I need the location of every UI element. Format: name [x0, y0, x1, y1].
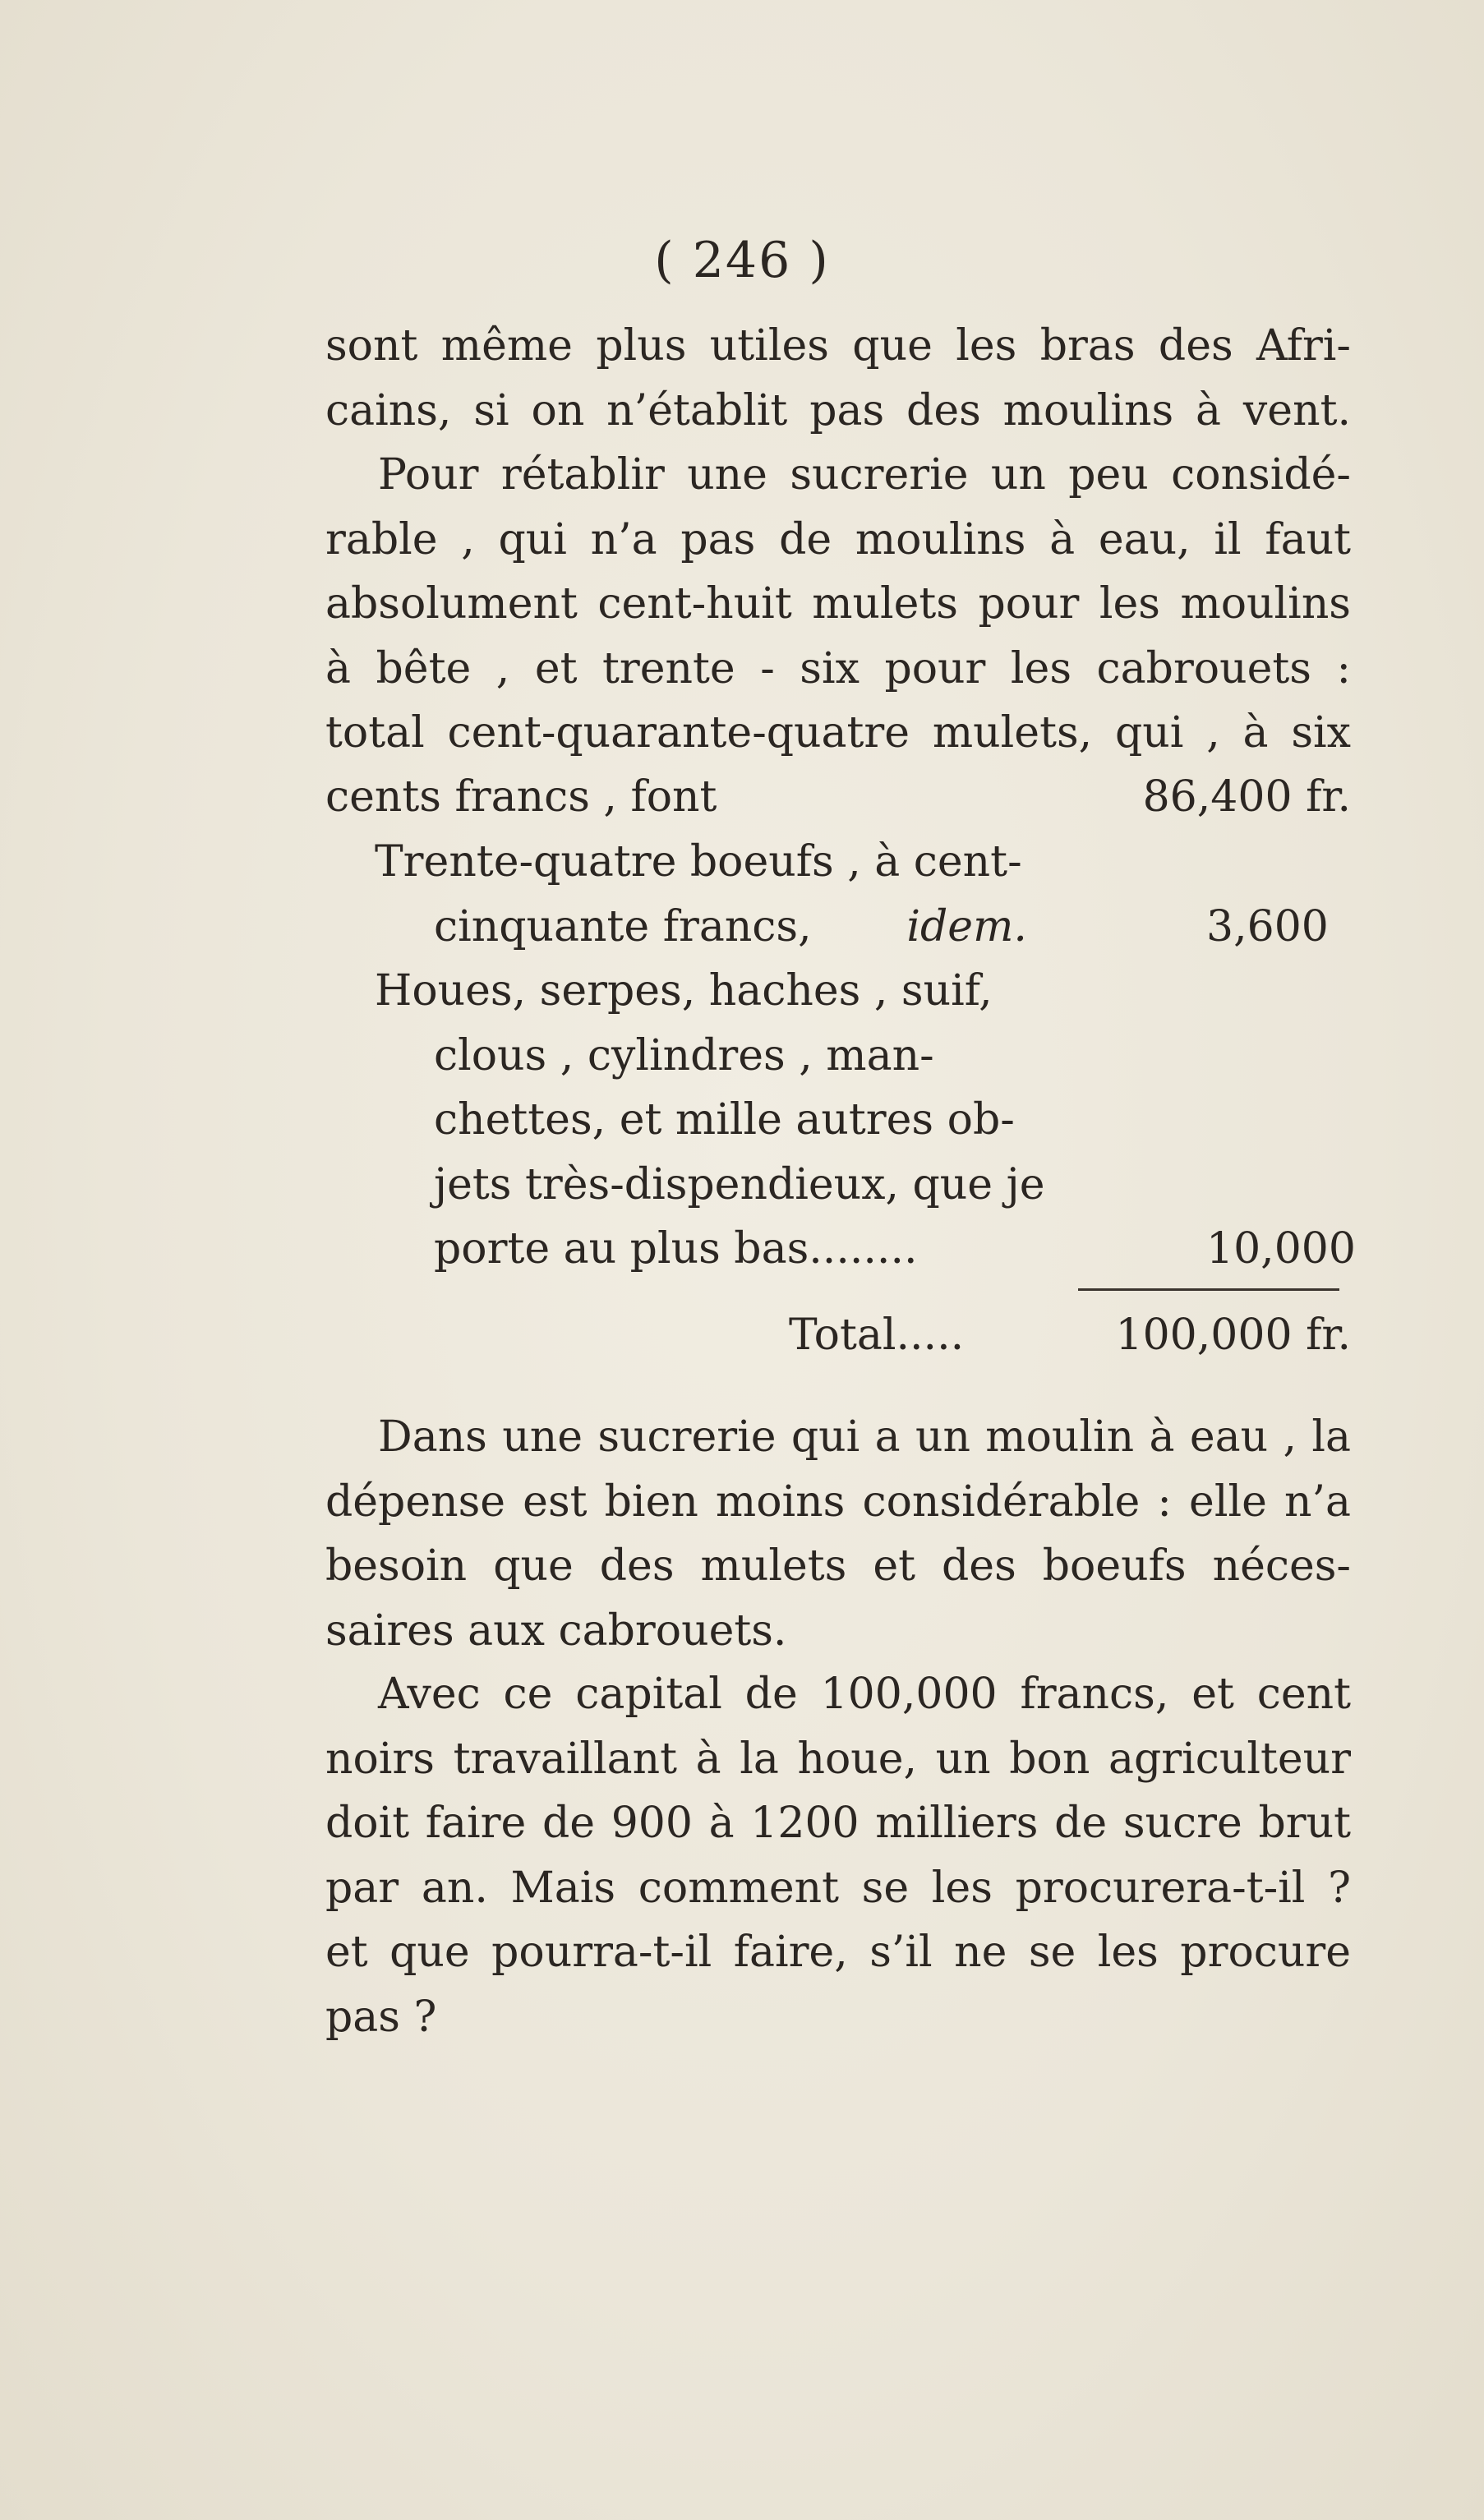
text-line: dépense est bien moins considérable : elle n’a [325, 1477, 1351, 1527]
text-line: Dans une sucrerie qui a un moulin à eau , la [378, 1412, 1351, 1462]
item-line: Trente-quatre boeufs , à cent- [375, 837, 1022, 887]
text-line: par an. Mais comment se les procurera-t-il ? [325, 1863, 1351, 1913]
text-line: pas ? [325, 1992, 437, 2042]
item-amount: 10,000 [1206, 1224, 1356, 1274]
item-line: porte au plus bas........ [434, 1224, 918, 1274]
text-line: et que pourra-t-il faire, s’il ne se les procure [325, 1928, 1351, 1977]
ledger-item-tools [375, 959, 1356, 1282]
ledger-items [325, 830, 1356, 1282]
item-line: cinquante francs, idem. [434, 901, 1027, 951]
text-line: doit faire de 900 à 1200 milliers de sucre brut [325, 1799, 1351, 1848]
paragraph-capital [325, 1662, 1351, 2049]
page-number: ( 246 ) [654, 232, 830, 289]
paragraph-mules-cost [325, 314, 1351, 766]
text-line: Pour rétablir une sucrerie un peu considé- [378, 450, 1351, 500]
total-label: Total..... [789, 1311, 965, 1360]
text-line: cains, si on n’établit pas des moulins à vent. [325, 385, 1351, 435]
ledger-item-oxen [375, 830, 1329, 959]
text-line: saires aux cabrouets. [325, 1606, 787, 1656]
item-amount: 3,600 [1206, 901, 1329, 951]
paragraph-water-mill [325, 1405, 1351, 1663]
ledger-label: cents francs , font [325, 772, 717, 822]
ledger-mules-row [325, 765, 1351, 830]
text-line: rable , qui n’a pas de moulins à eau, il faut [325, 514, 1351, 564]
item-line: Houes, serpes, haches , suif, [375, 966, 993, 1016]
total-rule [1078, 1288, 1339, 1291]
item-line: clous , cylindres , man- [434, 1030, 934, 1080]
item-line: jets très-dispendieux, que je [434, 1159, 1045, 1209]
text-line: besoin que des mulets et des boeufs néces- [325, 1541, 1351, 1591]
text-line: à bête , et trente - six pour les cabrouets : [325, 643, 1351, 693]
text-line: sont même plus utiles que les bras des Afri- [325, 321, 1351, 371]
item-line: chettes, et mille autres ob- [434, 1095, 1015, 1145]
text-line: noirs travaillant à la houe, un bon agriculteur [325, 1734, 1351, 1784]
idem-mark: idem. [906, 901, 1027, 951]
text-line: Avec ce capital de 100,000 francs, et cent [378, 1670, 1351, 1719]
text-line: total cent-quarante-quatre mulets, qui , à six [325, 708, 1351, 758]
text-line: absolument cent-huit mulets pour les moulins [325, 579, 1351, 629]
total-amount: 100,000 fr. [1115, 1311, 1351, 1360]
ledger-amount: 86,400 fr. [1142, 772, 1351, 822]
